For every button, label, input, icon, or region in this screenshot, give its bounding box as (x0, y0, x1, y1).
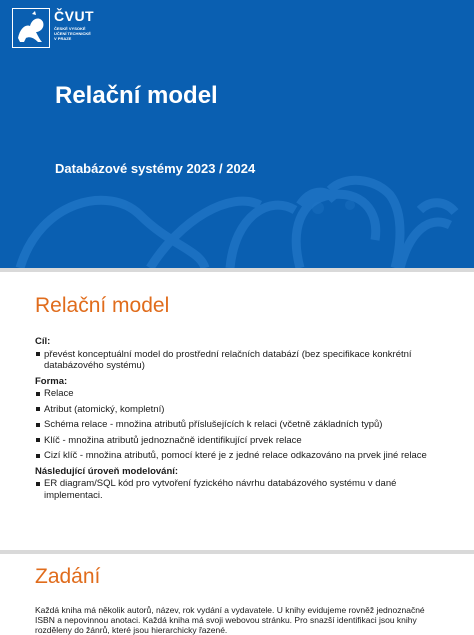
section-title: Zadání (35, 565, 101, 588)
bullet-list (35, 388, 435, 462)
section-heading: Následující úroveň modelování: (35, 465, 179, 477)
list-item: Cizí klíč - množina atributů, pomocí které je z jedné relace odkazováno na prvek jiné relace (35, 450, 435, 462)
cvut-logo (12, 8, 102, 54)
list-item: převést konceptuální model do prostřední relačních databází (bez specifikace konkrétní databázového systému) (35, 349, 435, 372)
bullet-list (35, 349, 435, 372)
slide-title: Relační model (55, 82, 218, 109)
model-slide (0, 272, 474, 550)
logo-line: ČESKÉ VYSOKÉ (54, 26, 86, 31)
slide-subtitle: Databázové systémy 2023 / 2024 (55, 161, 256, 176)
list-item: Relace (35, 388, 435, 400)
lion-emblem-icon (12, 8, 50, 48)
logo-subtitle (54, 26, 114, 41)
list-item: Schéma relace - množina atributů příslušejících k relaci (včetně základních typů) (35, 419, 435, 431)
section-heading: Forma: (35, 375, 68, 387)
task-description: Každá kniha má několik autorů, název, rok vydání a vydavatele. U knihy evidujeme rovněž jednoznačné ISBN a nepovinnou anotaci. Každá kniha má svoji webovou stránku. Pro snazší identifikaci jsou knihy rozděleny do žánrů, které jsou hierarchicky řazené. (35, 605, 425, 635)
logo-line: UČENÍ TECHNICKÉ (54, 31, 91, 36)
bullet-list (35, 478, 435, 501)
section-heading: Cíl: (35, 336, 51, 347)
slide-content (35, 336, 435, 505)
logo-name: ČVUT (54, 8, 95, 24)
list-item: Atribut (atomický, kompletní) (35, 404, 435, 416)
section-title: Relační model (35, 294, 170, 317)
title-slide (0, 0, 474, 268)
task-slide (0, 554, 474, 635)
list-item: Klíč - množina atributů jednoznačně identifikující prvek relace (35, 435, 435, 447)
logo-line: V PRAZE (54, 36, 72, 41)
list-item: ER diagram/SQL kód pro vytvoření fyzického návrhu databázového systému v dané implementaci. (35, 478, 435, 501)
